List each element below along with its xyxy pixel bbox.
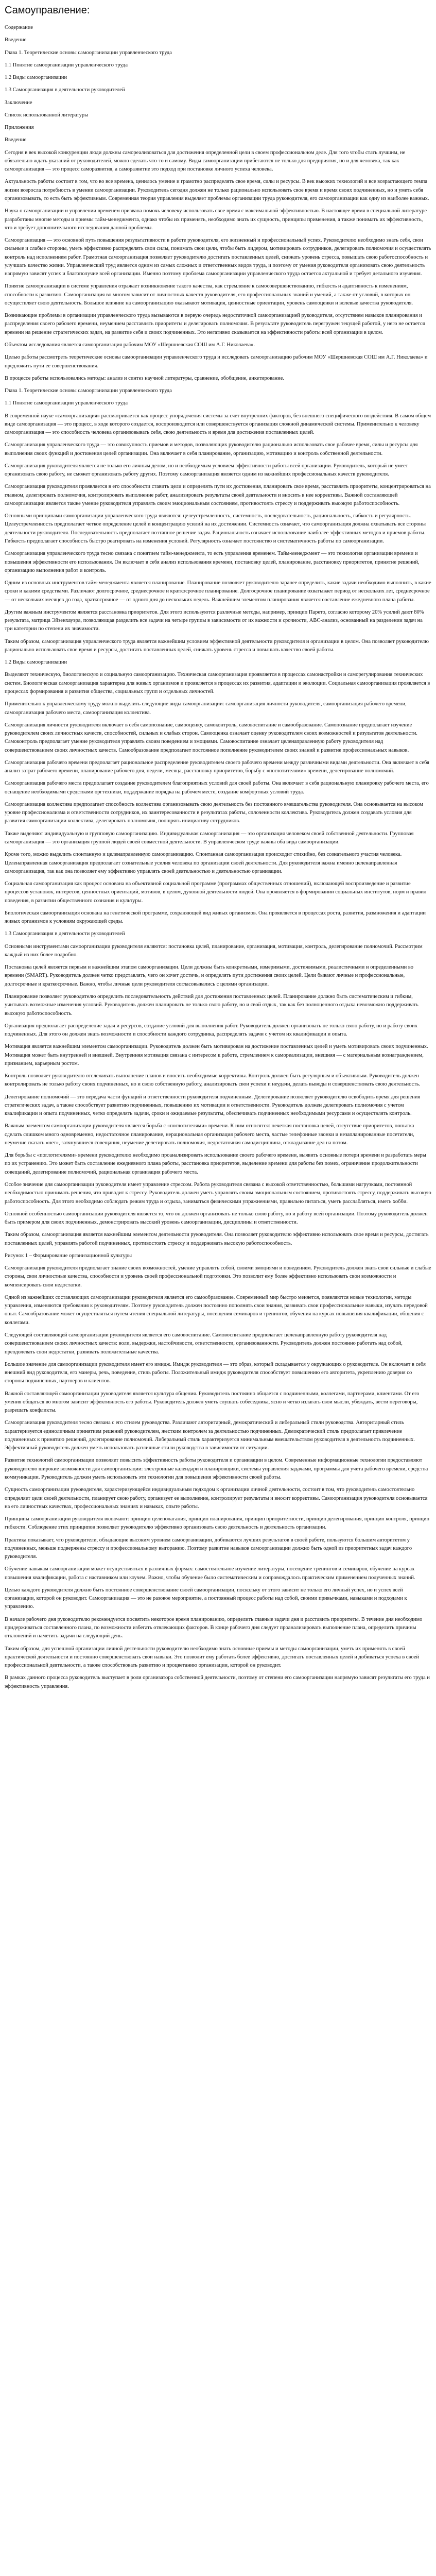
paragraph: Делегирование полномочий — это передача части функций и ответственности руководителя подчиненным. Делегирование позволяет руководителю освободить время для решения стратегических задач, а также способствует развитию подчиненных, повышению их мотивации и ответственности. Руководитель должен делегировать полномочия с учетом квалификации и опыта подчиненных, четко определять задачи, сроки и ожидаемые результаты, обеспечивать подчиненных необходимыми ресурсами и осуществлять контроль. xyxy=(5,1094,421,1117)
paragraph: Возникающие проблемы в организации управленческого труда вызываются в первую очередь недостаточной самоорганизацией руководителя, отсутствием навыков планирования и распределения своего рабочего времени, неумением расставлять приоритеты и делегировать полномочия. В результате руководитель перегружен текущей работой, у него не остается времени на решение стратегических задач, на развитие себя и своих подчиненных. Это негативно сказывается на эффективности работы всей организации в целом. xyxy=(5,313,425,335)
paragraph: Важной составляющей самоорганизации руководителя является культура общения. Руководитель постоянно общается с подчиненными, коллегами, партнерами, клиентами. От его умения общаться во многом зависит эффективность его работы. Руководитель должен уметь слушать собеседника, ясно и четко излагать свои мысли, убеждать, вести переговоры, разрешать конфликты. xyxy=(5,1391,420,1414)
paragraph: Самоорганизация рабочего времени предполагает рациональное распределение руководителем своего рабочего времени между различными видами деятельности. Она включает в себя анализ затрат рабочего времени, планирование рабочего дня, недели, месяца, расстановку приоритетов, борьбу с «поглотителями» времени, делегирование полномочий. xyxy=(5,759,429,774)
paragraph: Следующей составляющей самоорганизации руководителя является его самовоспитание. Самовоспитание предполагает целенаправленную работу руководителя над совершенствованием своих личностных качеств: воли, выдержки, настойчивости, ответственности, организованности. Руководитель должен постоянно работать над собой, преодолевать свои недостатки, развивать положительные качества. xyxy=(5,1332,403,1355)
paragraph: Объектом исследования является самоорганизация рабочим МОУ «Шершневская СОШ им А.Г. Николаева». xyxy=(5,342,255,348)
paragraph: Также выделяют индивидуальную и групповую самоорганизацию. Индивидуальная самоорганизация — это организация человеком своей собственной деятельности. Групповая самоорганизация — это организация группой людей своей совместной деятельности. В управленческом труде важны оба вида самоорганизации. xyxy=(5,831,414,845)
paragraph: Таким образом, самоорганизация является важнейшим элементом деятельности руководителя. Она позволяет руководителю эффективно использовать свое время и ресурсы, достигать поставленных целей, управлять работой подчиненных, противостоять стрессу и поддерживать высокую работоспособность. xyxy=(5,1232,429,1246)
paragraph: 1.2 Виды самоорганизации xyxy=(5,659,67,666)
paragraph: В начале рабочего дня руководителю рекомендуется посвятить некоторое время планированию, определить главные задачи дня и расставить приоритеты. В течение дня необходимо придерживаться составленного плана, по возможности избегать отвлекающих факторов. В конце рабочего дня следует проанализировать выполнение плана, определить причины отклонений и наметить задачи на следующий день. xyxy=(5,1616,423,1639)
paragraph: В процессе работы использовались методы: анализ и синтез научной литературы, сравнение, обобщение, анкетирование. xyxy=(5,375,285,381)
paragraph: В современной науке «самоорганизация» рассматривается как процесс упорядочения системы за счет внутренних факторов, без внешнего специфического воздействия. В самом общем виде самоорганизация — это процесс, в ходе которого создается, воспроизводится или совершенствуется организация сложной динамической системы. Применительно к человеку самоорганизация — это способность человека организовывать себя, свою деятельность и время для достижения поставленных целей. xyxy=(5,413,431,436)
paragraph: Обучение навыкам самоорганизации может осуществляться в различных формах: самостоятельное изучение литературы, посещение тренингов и семинаров, обучение на курсах повышения квалификации, работа с наставником или коучем. Важно, чтобы обучение было систематическим и сопровождалось практическим применением полученных знаний. xyxy=(5,1566,415,1581)
paragraph: Одной из важнейших составляющих самоорганизации руководителя является его самообразование. Современный мир быстро меняется, появляются новые технологии, методы управления, изменяются требования к руководителям. Поэтому руководитель должен постоянно пополнять свои знания, развивать свои профессиональные навыки, изучать передовой опыт. Самообразование может осуществляться путем чтения специальной литературы, посещения семинаров и тренингов, обучения на курсах повышения квалификации, общения с коллегами. xyxy=(5,1294,428,1326)
paragraph: Самоорганизация руководителя проявляется в его способности ставить цели и определять пути их достижения, планировать свое время, расставлять приоритеты, концентрироваться на главном, делегировать полномочия, контролировать выполнение работ, анализировать результаты своей деятельности и вносить в нее коррективы. Важной составляющей самоорганизации является также умение руководителя управлять своим эмоциональным состоянием, противостоять стрессу и поддерживать высокую работоспособность. xyxy=(5,484,431,506)
paragraph: Таким образом, для успешной организации личной деятельности руководителю необходимо знать основные приемы и методы самоорганизации, уметь их применять в своей практической деятельности и постоянно совершенствовать свои навыки. Это позволит ему работать более эффективно, достигать поставленных целей и добиваться успеха в своей профессиональной деятельности, а также способствовать развитию и процветанию организации, которой он руководит. xyxy=(5,1646,419,1669)
paragraph: Целью работы рассмотреть теоретические основы самоорганизации управленческого труда и исследовать самоорганизацию рабочим МОУ «Шершневская СОШ им А.Г. Николаева» и предложить пути ее совершенствования. xyxy=(5,354,428,369)
paragraph: Самоорганизация управленческого труда тесно связана с понятием тайм-менеджмента, то есть управления временем. Тайм-менеджмент — это технология организации времени и повышения эффективности его использования. Он включает в себя анализ использования времени, постановку целей, планирование, расстановку приоритетов, принятие решений, организацию выполнения работ и контроль. xyxy=(5,551,420,573)
paragraph: Сущность самоорганизации руководителя, характеризующейся индивидуальным подходом к организации личной деятельности, состоит в том, что руководитель самостоятельно определяет цели своей деятельности, планирует свою работу, организует ее выполнение, контролирует результаты и вносит коррективы. Самоорганизация руководителя основывается на его личностных качествах, профессиональных знаниях и навыках, опыте работы. xyxy=(5,1487,428,1510)
paragraph: Основными принципами самоорганизации управленческого труда являются: целеустремленность, системность, последовательность, рациональность, гибкость и регулярность. Целеустремленность предполагает четкое определение целей и концентрацию усилий на их достижении. Системность означает, что самоорганизация должна охватывать все стороны деятельности руководителя. Последовательность предполагает поэтапное решение задач. Рациональность означает использование наиболее эффективных методов и приемов работы. Гибкость предполагает способность быстро реагировать на изменения условий. Регулярность означает постоянство и систематичность работы по самоорганизации. xyxy=(5,513,426,545)
paragraph: Самоорганизация руководителя тесно связана с его стилем руководства. Различают авторитарный, демократический и либеральный стили руководства. Авторитарный стиль характеризуется единоличным принятием решений руководителем, жестким контролем за деятельностью подчиненных. Демократический стиль предполагает привлечение подчиненных к принятию решений, делегирование полномочий. Либеральный стиль характеризуется минимальным вмешательством руководителя в деятельность подчиненных. Эффективный руководитель должен уметь использовать различные стили руководства в зависимости от ситуации. xyxy=(5,1420,415,1451)
paragraph: 1.2 Виды самоорганизации xyxy=(5,75,67,81)
paragraph: Введение xyxy=(5,37,27,43)
paragraph: 1.1 Понятие самоорганизации управленческого труда xyxy=(5,62,128,68)
paragraph: Контроль позволяет руководителю отслеживать выполнение планов и вносить необходимые коррективы. Контроль должен быть регулярным и объективным. Руководитель должен контролировать не только работу своих подчиненных, но и свою собственную работу, анализировать свои успехи и неудачи, делать выводы и совершенствовать свою деятельность. xyxy=(5,1073,421,1088)
paragraph: Основной особенностью самоорганизации руководителя является то, что он должен организовать не только свою работу, но и работу всей организации. Поэтому руководитель должен быть примером для своих подчиненных, демонстрировать высокий уровень самоорганизации, дисциплины и ответственности. xyxy=(5,1211,428,1226)
paragraph: Актуальность работы состоит в том, что во все времена, ценилось умение и грамотно распределять свое время, силы и ресурсы. В век высоких технологий и все возрастающего темпа жизни возросла потребность в умении самоорганизации. Руководитель сегодня должен не только рационально использовать свое время и время своих подчиненных, но и уметь себя организовывать, то есть быть эффективным. Современная теория управления выделяет проблемы организации труда руководителя, его самоорганизации как одну из наиболее важных. xyxy=(5,179,429,201)
paragraph: Важным элементом самоорганизации руководителя является борьба с «поглотителями» времени. К ним относятся: нечеткая постановка целей, отсутствие приоритетов, попытка сделать слишком много одновременно, недостаточное планирование, нерациональная организация рабочего места, частые телефонные звонки и незапланированные посетители, неумение сказать «нет», затянувшиеся совещания, неумение делегировать полномочия, недостаточная самодисциплина, откладывание дел на потом. xyxy=(5,1123,414,1146)
paragraph: Одним из основных инструментов тайм-менеджмента является планирование. Планирование позволяет руководителю заранее определить, какие задачи необходимо выполнить, в какие сроки и какими средствами. Различают долгосрочное, среднесрочное и краткосрочное планирование. Долгосрочное планирование охватывает период от нескольких лет, среднесрочное — от нескольких месяцев до года, краткосрочное — от одного дня до нескольких недель. Важнейшим элементом планирования является составление ежедневного плана работы. xyxy=(5,580,431,603)
paragraph: Для борьбы с «поглотителями» времени руководителю необходимо проанализировать использование своего рабочего времени, выявить основные потери времени и разработать меры по их устранению. Это может быть составление ежедневного плана работы, расстановка приоритетов, выделение времени для работы без помех, ограничение продолжительности совещаний, делегирование полномочий, рациональная организация рабочего места. xyxy=(5,1153,426,1175)
paragraph: Социальная самоорганизация как процесс основана на объективной социальной программе (программах общественных отношений), включающей воспроизведение и развитие процессов установок, интересов, ценностных ориентаций, мотивов, в целом, духовной деятельности людей. Она проявляется в формировании социальных институтов, норм и правил поведения, в развитии общественного сознания и культуры. xyxy=(5,881,427,904)
paragraph: Организация предполагает распределение задач и ресурсов, создание условий для выполнения работ. Руководитель должен организовать не только свою работу, но и работу своих подчиненных. Для этого он должен знать возможности и способности каждого сотрудника, распределять задачи с учетом их квалификации и опыта. xyxy=(5,1023,418,1038)
paragraph: Заключение xyxy=(5,99,32,106)
paragraph: Развитие технологий самоорганизации позволяет повысить эффективность работы руководителя и организации в целом. Современные информационные технологии предоставляют руководителю широкие возможности для самоорганизации: электронные календари и планировщики, системы управления задачами, программы для учета рабочего времени, средства коммуникации. Руководитель должен уметь использовать эти технологии для повышения эффективности своей работы. xyxy=(5,1458,428,1480)
paragraph: Понятие самоорганизации в системе управления отражает возникновение такого качества, как стремление к самосовершенствованию, гибкость и адаптивность к изменениям, способности к развитию. Самоорганизация во многом зависит от личностных качеств руководителя, его профессиональных знаний и умений, а также от условий, в которых он осуществляет свою деятельность. Большое влияние на самоорганизацию оказывают мотивация, ценностные ориентации, уровень самооценки и волевые качества руководителя. xyxy=(5,283,413,306)
paragraph: Самоорганизация личности руководителя включает в себя самопознание, самооценку, самоконтроль, самовоспитание и самообразование. Самопознание предполагает изучение руководителем своих личностных качеств, способностей, сильных и слабых сторон. Самооценка означает оценку руководителем своих возможностей и результатов деятельности. Самоконтроль предполагает умение руководителя управлять своим поведением и эмоциями. Самовоспитание означает целенаправленную работу руководителя над совершенствованием своих личностных качеств. Самообразование предполагает постоянное пополнение руководителем своих знаний и развитие профессиональных навыков. xyxy=(5,722,417,753)
paragraph: Самоорганизация рабочего места предполагает создание руководителем благоприятных условий для своей работы. Она включает в себя рациональную планировку рабочего места, его оснащение необходимыми средствами оргтехники, поддержание порядка на рабочем месте, создание комфортных условий труда. xyxy=(5,781,429,795)
paragraph: Другим важным инструментом является расстановка приоритетов. Для этого используются различные методы, например, принцип Парето, согласно которому 20% усилий дают 80% результата, матрица Эйзенхауэра, позволяющая разделить все задачи на четыре группы в зависимости от их важности и срочности, ABC-анализ, основанный на разделении задач на три категории по степени их значимости. xyxy=(5,609,424,632)
paragraph: Список использованной литературы xyxy=(5,112,89,118)
paragraph: Целью каждого руководителя должно быть постоянное совершенствование своей самоорганизации, поскольку от этого зависит не только его личный успех, но и успех всей организации, которой он руководит. Самоорганизация — это не разовое мероприятие, а постоянный процесс работы над собой, своими привычками, навыками и подходами к управлению. xyxy=(5,1587,407,1610)
paragraph: Глава 1. Теоретические основы самоорганизации управленческого труда xyxy=(5,388,172,394)
paragraph: 1.3 Самоорганизация в деятельности руководителей xyxy=(5,931,125,937)
document-body xyxy=(5,24,431,1691)
paragraph: Практика показывает, что руководители, обладающие высоким уровнем самоорганизации, добиваются лучших результатов в своей работе, пользуются большим авторитетом у подчиненных, меньше подвержены стрессу и профессиональному выгоранию. Поэтому развитие навыков самоорганизации должно быть одной из приоритетных задач каждого руководителя. xyxy=(5,1537,412,1560)
paragraph: Выделяют техническую, биологическую и социальную самоорганизацию. Техническая самоорганизация проявляется в процессах самонастройки и саморегулирования технических систем. Биологическая самоорганизация характерна для живых организмов и проявляется в процессах их развития, адаптации и эволюции. Социальная самоорганизация проявляется в процессах формирования и развития общества, социальных групп и отдельных личностей. xyxy=(5,672,430,694)
paragraph: Сегодня в век высокой конкуренции люди должны самореализоваться для достижения определенной цели в своем профессиональном деле. Для того чтобы стать лучшим, не обязательно ждать указаний от руководителей, можно сделать что-то и самому. Виды самоорганизации прибегаются не только для предприятия, но и для человека, так как самоорганизация — это процесс саморазвития, а саморазвитие это подход при постановке личного успеха человека. xyxy=(5,149,406,173)
paragraph: Самоорганизация коллектива предполагает способность коллектива организовывать свою деятельность без постоянного вмешательства руководителя. Она основывается на высоком уровне профессионализма и ответственности сотрудников, их заинтересованности в результатах работы, сплоченности коллектива. Руководитель должен создавать условия для развития самоорганизации коллектива, делегировать полномочия, поощрять инициативу сотрудников. xyxy=(5,801,424,824)
paragraph: В рамках данного процесса руководитель выступает в роли организатора собственной деятельности, поэтому от степени его самоорганизации напрямую зависят результаты его труда и эффективность управления. xyxy=(5,1675,430,1689)
paragraph: Приложения xyxy=(5,125,34,131)
paragraph: Самоорганизация — это основной путь повышения результативности в работе руководителя, его жизненный и профессиональный успех. Руководителю необходимо знать себя, свои сильные и слабые стороны, уметь эффективно распределять свои силы, понимать свои цели, чтобы быть лидером, мотивировать сотрудников, делегировать полномочия и осуществлять контроль над исполнением работ. Грамотная самоорганизация позволяет руководителю достигать поставленных целей, снижать уровень стресса, повышать свою работоспособность и улучшать качество жизни. Управленческий труд является одним из самых сложных и ответственных видов труда, и поэтому от умения руководителя организовать свою деятельность напрямую зависят успех и благополучие всей организации. Именно поэтому проблема самоорганизации управленческого труда остается актуальной и требует детального изучения. xyxy=(5,238,431,277)
paragraph: Самоорганизация руководителя предполагает знание своих возможностей, умение управлять собой, своими эмоциями и поведением. Руководитель должен знать свои сильные и слабые стороны, свои личностные качества, способности и уровень своей профессиональной подготовки. Это позволит ему более эффективно использовать свои возможности и компенсировать свои недостатки. xyxy=(5,1265,431,1288)
paragraph: Биологическая самоорганизация основана на генетической программе, сохраняющей вид живых организмов. Она проявляется в процессах роста, развития, размножения и адаптации живых организмов к условиям окружающей среды. xyxy=(5,910,426,925)
paragraph: Принципы самоорганизации руководителя включают: принцип целеполагания, принцип планирования, принцип приоритетности, принцип делегирования, принцип контроля, принцип гибкости. Соблюдение этих принципов позволяет руководителю эффективно организовать свою деятельность и деятельность организации. xyxy=(5,1516,430,1531)
paragraph: Глава 1. Теоретические основы самоорганизации управленческого труда xyxy=(5,49,172,56)
paragraph: Мотивация является важнейшим элементом самоорганизации. Руководитель должен быть мотивирован на достижение поставленных целей и уметь мотивировать своих подчиненных. Мотивация может быть внутренней и внешней. Внутренняя мотивация связана с интересом к работе, стремлением к самореализации, внешняя — с материальным вознаграждением, признанием, карьерным ростом. xyxy=(5,1044,428,1066)
paragraph: Особое значение для самоорганизации руководителя имеет управление стрессом. Работа руководителя связана с высокой ответственностью, большими нагрузками, постоянной необходимостью принимать решения, что приводит к стрессу. Руководитель должен уметь управлять своим эмоциональным состоянием, противостоять стрессу, поддерживать высокую работоспособность. Для этого необходимо соблюдать режим труда и отдыха, заниматься физическими упражнениями, правильно питаться, уметь расслабляться, иметь хобби. xyxy=(5,1182,431,1205)
paragraph: Планирование позволяет руководителю определить последовательность действий для достижения поставленных целей. Планирование должно быть систематическим и гибким, учитывать возможные изменения условий. Руководитель должен планировать не только свою работу, но и свой отдых, так как без полноценного отдыха невозможно поддерживать высокую работоспособность. xyxy=(5,993,418,1016)
paragraph: Введение xyxy=(5,137,27,143)
paragraph: Применительно к управленческому труду можно выделить следующие виды самоорганизации: самоорганизация личности руководителя, самоорганизация рабочего времени, самоорганизация рабочего места, самоорганизация коллектива. xyxy=(5,701,407,716)
paragraph: Таким образом, самоорганизация управленческого труда является важнейшим условием эффективной деятельности руководителя и организации в целом. Она позволяет руководителю рационально использовать свое время и ресурсы, достигать поставленных целей, снижать уровень стресса и повышать качество своей работы. xyxy=(5,638,429,653)
paragraph: Постановка целей является первым и важнейшим этапом самоорганизации. Цели должны быть конкретными, измеримыми, достижимыми, реалистичными и определенными во времени (SMART). Руководитель должен четко представлять, чего он хочет достичь, и определять пути достижения своих целей. Цели бывают личные и профессиональные, долгосрочные и краткосрочные. Важно, чтобы личные цели руководителя согласовывались с целями организации. xyxy=(5,964,414,987)
paragraph: Наука о самоорганизации и управлении временем призвана помочь человеку использовать свое время с максимальной эффективностью. В настоящее время в специальной литературе разработаны многие методы и приемы тайм-менеджмента, однако чтобы их применять, необходимо знать их сущность, принципы применения, а также понимать их эффективность, что и требует дополнительного исследования данной проблемы. xyxy=(5,208,427,231)
paragraph: 1.3 Самоорганизация в деятельности руководителей xyxy=(5,87,125,93)
paragraph: Рисунок 1 – Формирование организационной культуры xyxy=(5,1252,132,1259)
paragraph: Содержание xyxy=(5,25,33,30)
paragraph: Основными инструментами самоорганизации руководителя являются: постановка целей, планирование, организация, мотивация, контроль, делегирование полномочий. Рассмотрим каждый из них более подробно. xyxy=(5,943,423,958)
paragraph: Кроме того, можно выделить спонтанную и целенаправленную самоорганизацию. Спонтанная самоорганизация происходит стихийно, без сознательного участия человека. Целенаправленная самоорганизация предполагает сознательные усилия человека по организации своей деятельности. Для руководителя важна именно целенаправленная самоорганизация, так как она позволяет ему эффективно управлять своей деятельностью и деятельностью организации. xyxy=(5,852,402,874)
paragraph: 1.1 Понятие самоорганизации управленческого труда xyxy=(5,400,128,406)
paragraph: Большое значение для самоорганизации руководителя имеет его имидж. Имидж руководителя — это образ, который складывается у окружающих о руководителе. Он включает в себя внешний вид руководителя, его манеры, речь, поведение, стиль работы. Положительный имидж руководителя способствует повышению его авторитета, укреплению доверия со стороны подчиненных, партнеров и клиентов. xyxy=(5,1361,426,1384)
paragraph: Самоорганизация руководителя является не только его личным делом, но и необходимым условием эффективности работы всей организации. Руководитель, который не умеет организовать свою работу, не сможет организовать работу других. Поэтому самоорганизация является одним из важнейших профессиональных качеств руководителя. xyxy=(5,463,408,478)
document-title: Самоуправление: xyxy=(5,5,90,16)
paragraph: Самоорганизация управленческого труда — это совокупность приемов и методов, позволяющих руководителю рационально использовать свое рабочее время, силы и ресурсы для выполнения своих функций и достижения целей организации. Она включает в себя планирование, организацию, мотивацию и контроль собственной деятельности. xyxy=(5,442,418,456)
